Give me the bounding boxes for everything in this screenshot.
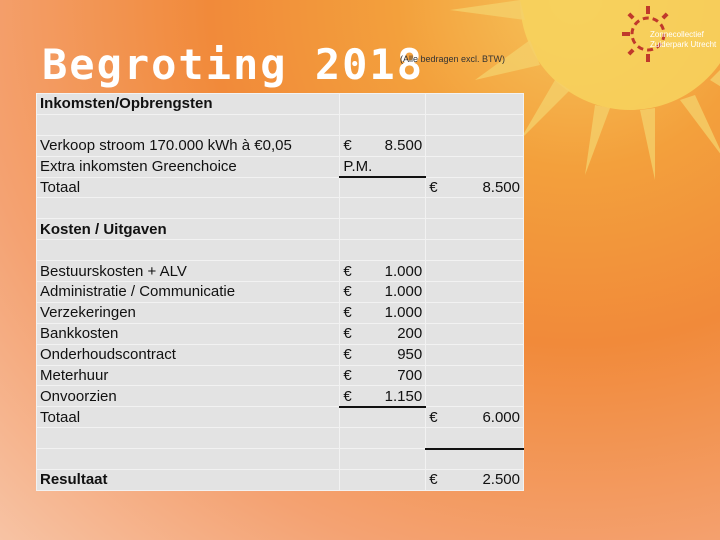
result-amount: 2.500 (482, 471, 520, 489)
costs-header: Kosten / Uitgaven (37, 219, 340, 240)
table-row (37, 156, 524, 177)
table-row (37, 344, 524, 365)
cost-amount: 200 (397, 325, 423, 343)
table-row (37, 386, 524, 407)
income-amount: P.M. (343, 157, 373, 175)
table-row (37, 428, 524, 449)
page-title: Begroting 2018 (42, 40, 425, 89)
currency-symbol: € (429, 408, 438, 426)
cost-amount: 1.000 (384, 304, 423, 322)
currency-symbol: € (429, 471, 438, 489)
cost-label: Onvoorzien (37, 386, 340, 407)
income-label: Extra inkomsten Greenchoice (37, 156, 340, 177)
costs-total-amount: 6.000 (482, 408, 520, 426)
costs-total-label: Totaal (37, 407, 340, 428)
table-row (37, 282, 524, 303)
currency-symbol: € (343, 262, 352, 280)
cost-label: Administratie / Communicatie (37, 282, 340, 303)
table-row (37, 302, 524, 323)
cost-amount: 700 (397, 367, 423, 385)
cost-amount: 1.000 (384, 283, 423, 301)
currency-symbol: € (343, 346, 352, 364)
cost-label: Verzekeringen (37, 302, 340, 323)
table-row (37, 114, 524, 135)
table-row (37, 449, 524, 470)
income-total-amount: 8.500 (482, 179, 520, 196)
cost-label: Bestuurskosten + ALV (37, 261, 340, 282)
income-label: Verkoop stroom 170.000 kWh à €0,05 (37, 135, 340, 156)
income-amount: 8.500 (384, 137, 423, 155)
currency-symbol: € (343, 283, 352, 301)
cost-label: Bankkosten (37, 323, 340, 344)
currency-symbol: € (343, 367, 352, 385)
budget-table (36, 93, 524, 491)
currency-symbol: € (429, 179, 438, 196)
cost-amount: 1.150 (384, 387, 423, 405)
table-row (37, 470, 524, 491)
table-row (37, 365, 524, 386)
table-row (37, 135, 524, 156)
currency-symbol: € (343, 325, 352, 343)
table-row (37, 261, 524, 282)
table-row (37, 407, 524, 428)
table-row (37, 198, 524, 219)
cost-label: Onderhoudscontract (37, 344, 340, 365)
currency-symbol: € (343, 137, 352, 155)
table-row (37, 177, 524, 198)
cost-amount: 950 (397, 346, 423, 364)
logo-text: Zonnecollectief Zuiderpark Utrecht (650, 30, 717, 49)
vat-note: (Alle bedragen excl. BTW) (400, 54, 506, 64)
table-row (37, 94, 524, 115)
table-row (37, 323, 524, 344)
income-total-label: Totaal (37, 177, 340, 198)
currency-symbol: € (343, 387, 352, 405)
cost-amount: 1.000 (384, 262, 423, 280)
currency-symbol: € (343, 304, 352, 322)
table-row (37, 219, 524, 240)
result-label: Resultaat (37, 470, 340, 491)
income-header: Inkomsten/Opbrengsten (37, 94, 340, 115)
cost-label: Meterhuur (37, 365, 340, 386)
table-row (37, 240, 524, 261)
